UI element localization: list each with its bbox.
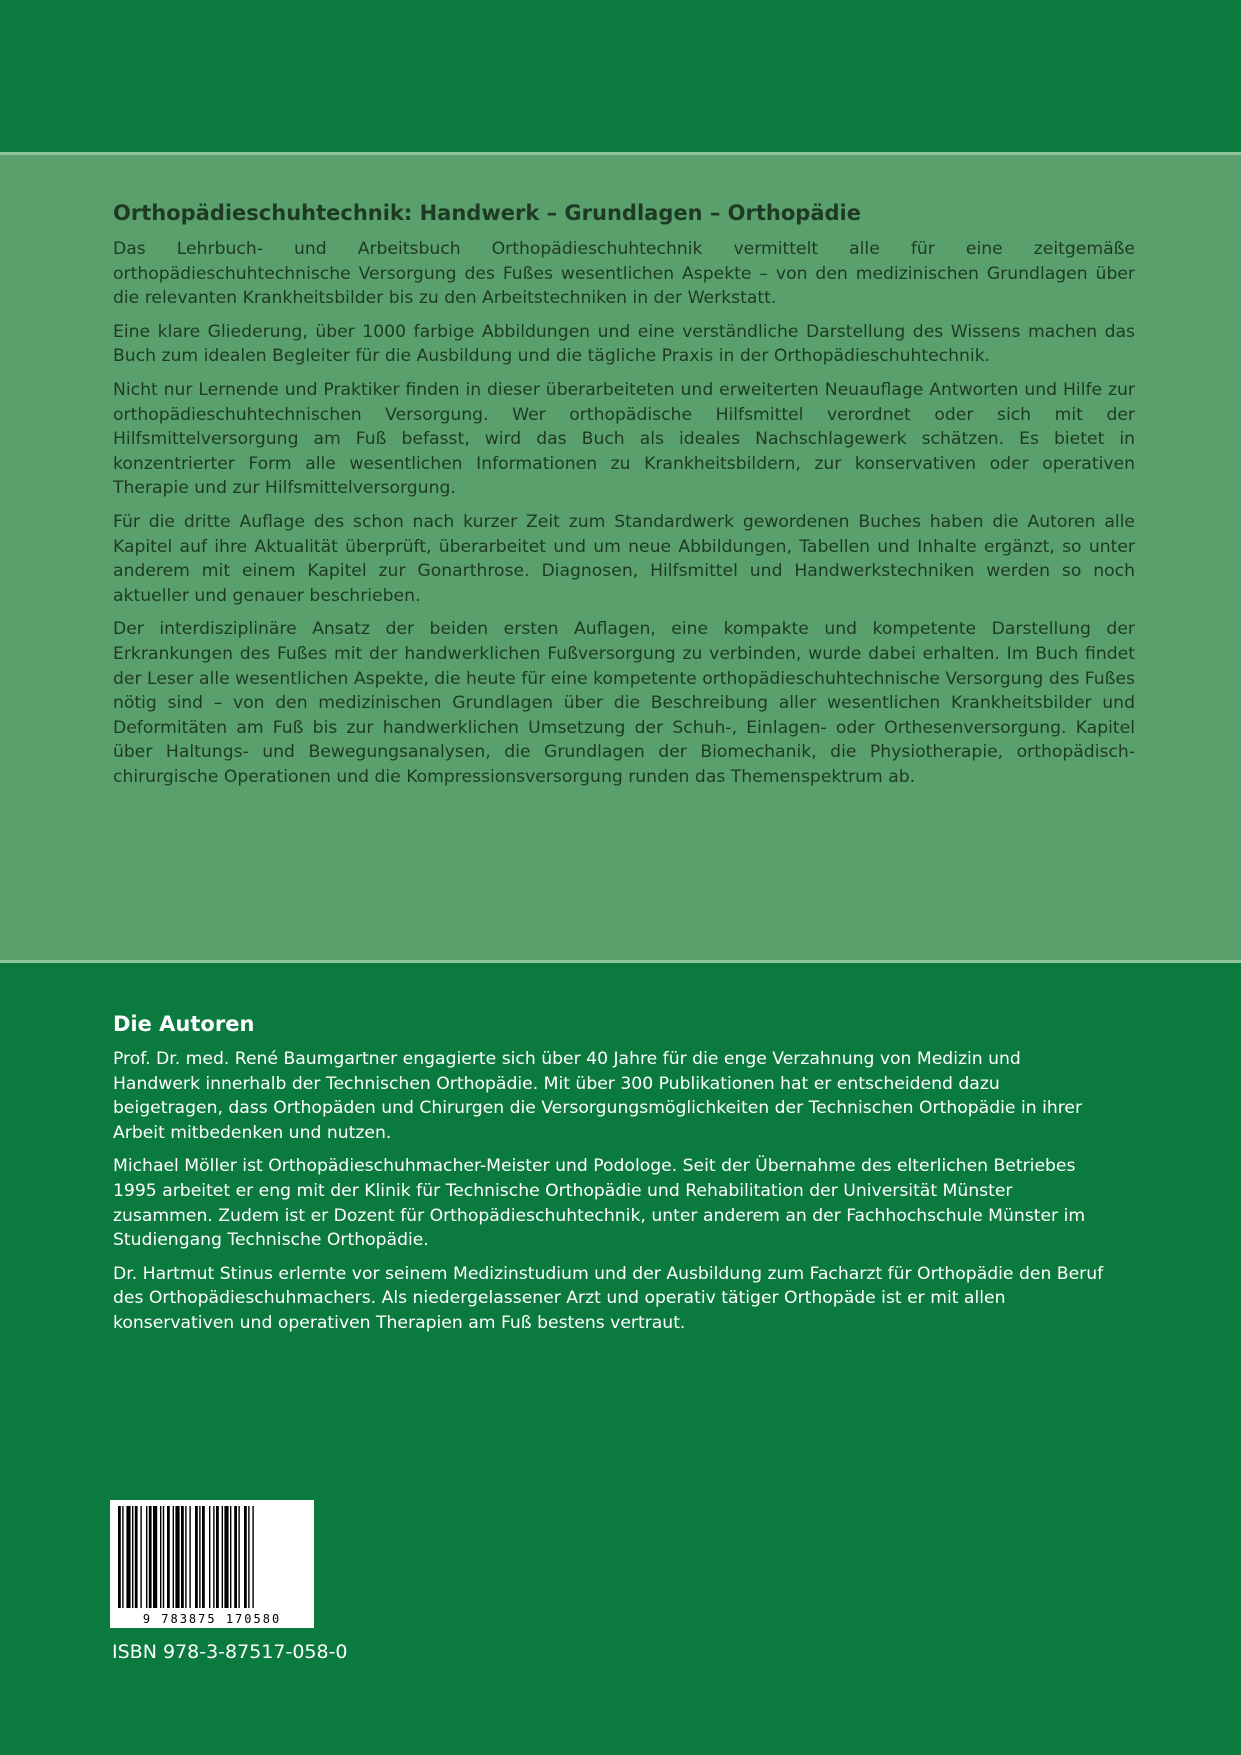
barcode-bar bbox=[230, 1506, 231, 1608]
author-bio-baumgartner: Prof. Dr. med. René Baumgartner engagierte sich über 40 Jahre für die enge Verzahnung von Medizin und Handwerk innerhalb der Technischen Orthopädie. Mit über 300 Publikationen hat er entscheidend dazu beigetragen, dass Orthopäden und Chirurgen die Versorgungsmöglichkeiten der Technischen Orthopädie in ihrer Arbeit mitbedenken und nutzen. bbox=[113, 1049, 1083, 1143]
author-bio-moeller: Michael Möller ist Orthopädieschuhmacher-Meister und Podologe. Seit der Übernahme des elterlichen Betriebes 1995 arbeitet er eng mit der Klinik für Technische Orthopädie und Rehabilitation der Universität Münster zusammen. Zudem ist er Dozent für Orthopädieschuhtechnik, unter anderem an der Fachhochschule Münster im Studiengang Technische Orthopädie. bbox=[113, 1156, 1086, 1251]
barcode-bar bbox=[213, 1506, 214, 1608]
barcode-bar bbox=[163, 1506, 164, 1608]
blurb-content bbox=[113, 199, 1135, 798]
barcode-bar bbox=[216, 1506, 219, 1608]
blurb-paragraph-5: Der interdisziplinäre Ansatz der beiden ersten Auflagen, eine kompakte und kompetente Darstellung der Erkrankungen des Fußes mit der handwerklichen Fußversorgung zu verbinden, wurde dabei erhalten. Im Buch findet der Leser alle wesentlichen Aspekte, die heute für eine kompetente orthopädieschuhtechnische Versorgung des Fußes nötig sind – von den medizinischen Grundlagen über die Beschreibung aller wesentlichen Krankheitsbilder und Deformitäten am Fuß bis zur handwerklichen Umsetzung der Schuh-, Einlagen- oder Orthesenversorgung. Kapitel über Haltungs- und Bewegungsanalysen, die Grundlagen der Biomechanik, die Physiotherapie, orthopädisch-chirurgische Operationen und die Kompressionsversorgung runden das Themenspektrum ab. bbox=[113, 619, 1135, 787]
barcode-bar bbox=[122, 1506, 123, 1608]
barcode-bars bbox=[110, 1500, 314, 1610]
blurb-paragraph-4: Für die dritte Auflage des schon nach kurzer Zeit zum Standardwerk gewordenen Buches haben die Autoren alle Kapitel auf ihre Aktualität überprüft, überarbeitet und um neue Abbildungen, Tabellen und Inhalte ergänzt, so unter anderem mit einem Kapitel zur Gonarthrose. Diagnosen, Hilfsmittel und Handwerkstechniken werden so noch aktueller und genauer beschrieben. bbox=[113, 511, 1135, 606]
barcode-bar bbox=[238, 1506, 239, 1608]
barcode-bar bbox=[234, 1506, 237, 1608]
barcode-bar bbox=[252, 1506, 253, 1608]
barcode-bar bbox=[146, 1506, 147, 1608]
barcode-bar bbox=[181, 1506, 184, 1608]
barcode-bar bbox=[248, 1506, 249, 1608]
barcode-bar bbox=[189, 1506, 190, 1608]
barcode-bar bbox=[202, 1506, 205, 1608]
barcode-digits: 9 783875 170580 bbox=[142, 1612, 282, 1626]
barcode-bar bbox=[135, 1506, 138, 1608]
blurb-panel bbox=[0, 155, 1241, 960]
blurb-title: Orthopädieschuhtechnik: Handwerk – Grundlagen – Orthopädie bbox=[113, 201, 861, 225]
barcode-bar bbox=[160, 1506, 161, 1608]
barcode-bar bbox=[209, 1506, 210, 1608]
barcode-bar bbox=[199, 1506, 200, 1608]
author-bio-stinus: Dr. Hartmut Stinus erlernte vor seinem Medizinstudium und der Ausbildung zum Facharzt für Orthopädie den Beruf des Orthopädieschuhmachers. Als niedergelassener Arzt und operativ tätiger Orthopäde ist er mit allen konservativen und operativen Therapien am Fuß bestens vertraut. bbox=[113, 1263, 1104, 1333]
blurb-paragraph-2: Eine klare Gliederung, über 1000 farbige Abbildungen und eine verständliche Darstellung des Wissens machen das Buch zum idealen Begleiter für die Ausbildung und die tägliche Praxis in der Orthopädieschuhtechnik. bbox=[113, 321, 1135, 367]
barcode-bar bbox=[173, 1506, 174, 1608]
blurb-paragraph-1: Das Lehrbuch- und Arbeitsbuch Orthopädieschuhtechnik vermittelt alle für eine zeitgemäße orthopädieschuhtechnische Versorgung des Fußes wesentlichen Aspekte – von den medizinischen Grundlagen über die relevanten Krankheitsbilder bis zu den Arbeitstechniken in der Werkstatt. bbox=[113, 239, 1135, 309]
cover-top-band bbox=[0, 0, 1241, 152]
authors-section bbox=[113, 1010, 1113, 1345]
blurb-paragraph-3: Nicht nur Lernende und Praktiker finden in dieser überarbeiteten und erweiterten Neuauflage Antworten und Hilfe zur orthopädieschuhtechnischen Versorgung. Wer orthopädische Hilfsmittel verordnet oder sich mit der Hilfsmittelversorgung am Fuß befasst, wird das Buch als ideales Nachschlagewerk schätzen. Es bietet in konzentrierter Form alle wesentlichen Informationen zu Krankheitsbildern, zur konservativen oder operativen Therapie und zur Hilfsmittelversorgung. bbox=[113, 379, 1135, 499]
barcode-bar bbox=[140, 1506, 141, 1608]
barcode-bar bbox=[153, 1506, 157, 1608]
barcode-bar bbox=[118, 1506, 121, 1608]
divider-bottom bbox=[0, 960, 1241, 963]
authors-title: Die Autoren bbox=[113, 1012, 255, 1036]
barcode-bar bbox=[224, 1506, 228, 1608]
barcode-bar bbox=[126, 1506, 130, 1608]
barcode-bar bbox=[195, 1506, 198, 1608]
barcode-bar bbox=[132, 1506, 133, 1608]
barcode-bar bbox=[175, 1506, 179, 1608]
barcode-bar bbox=[149, 1506, 152, 1608]
barcode-bar bbox=[185, 1506, 186, 1608]
barcode-bar bbox=[244, 1506, 247, 1608]
barcode bbox=[110, 1500, 314, 1628]
isbn-label: ISBN 978-3-87517-058-0 bbox=[112, 1641, 348, 1663]
barcode-bar bbox=[222, 1506, 223, 1608]
barcode-bar bbox=[167, 1506, 170, 1608]
